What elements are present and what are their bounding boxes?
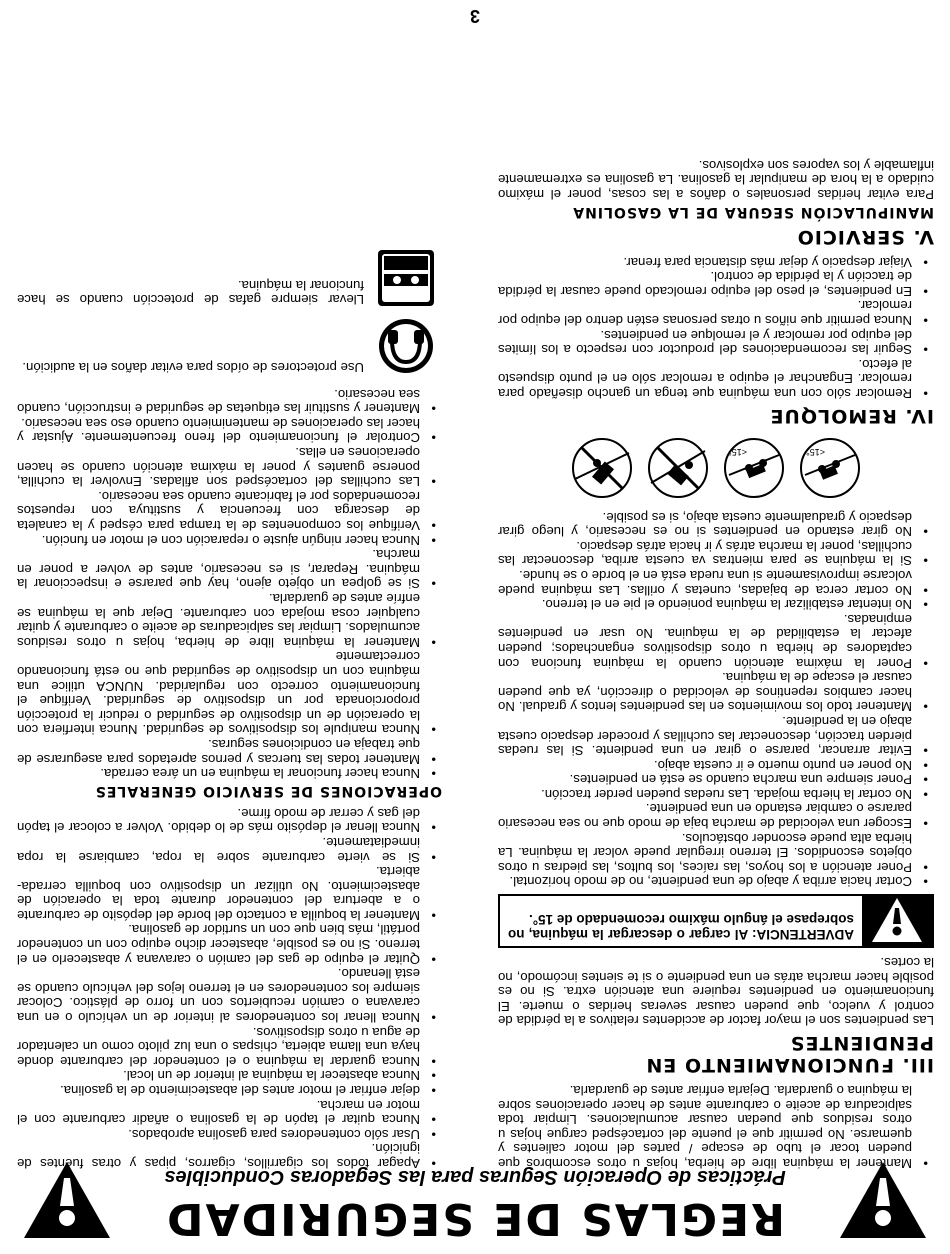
page-number: 3 [470,6,481,26]
slope-angle-label: <15° [728,447,747,458]
list-item: • dejar enfriar el motor antes del abastecimiento de la gasolina. [17,1082,442,1097]
list-item: • No girar estando en pendientes si no es necesario, y luego girar despacio y gradualmente cuesta abajo, si es posible. [498,509,934,538]
list-item: • No cortar cerca de bajadas, cunetas y orillas. Las máquina puede volcarse improvisamente si una rueda está en el borde o se hunde. [498,567,934,596]
list-item: • Nunca abastecer la máquina al interior de un local. [17,1068,442,1083]
left-column [498,157,934,1170]
fuel-intro: Para evitar heridas personales o daños a las cosas, poner el máximo cuidado a la hora de manipular la gasolina. La gasolina es extremamente inflamable y los vapores son explosivos. [498,157,934,203]
ppe-ear-protection [17,318,442,374]
ear-protection-icon [378,318,434,374]
list-item: • Verifique los componentes de la trampa para césped y la canaleta de descarga con frecuencia y sustituya con repuestos recomendados por el fabricante cuando sea necesario. [17,488,442,532]
slope-angle-label: <15° [806,447,825,458]
list-item: • Remolcar sólo con una máquina que tenga un gancho diseñado para remolcar. Enganchar el equipo a remolcar sólo en el punto dispuesto al efecto. [498,356,934,400]
safety-glasses-icon [378,250,434,306]
list-item: • Poner la máxima atención cuando la máquina funciona con captadores de hierba u otros dispositivos enganchados; pueden afectar la estabilidad de la máquina. No usar en pendientes empinadas. [498,611,934,669]
list-item: • En pendientes, el peso del equipo remolcado puede causar la pérdida de tracción y la pérdida de control. [498,269,934,298]
rollover-prohibited-icon [645,437,711,499]
list-item: • Nunca hacer ningún ajuste o reparación con el motor en función. [17,532,442,547]
list-item: • Quitar el equipo de gas del camión o caravana y abastecerlo en el terreno. Si no es posible, abastecer dicho equipo con un contenedor portátil, más bien que con un surtidor de gasolina. [17,922,442,966]
ppe-text: Use protectores de oídos para evitar daños en la audición. [22,360,364,376]
list-item: • Mantener la máquina libre de hierba, hojas u otros residuos acumulados. Limpiar las salpicaduras de aceite o carburante y quitar cualquier cosa mojada con carburante. Dejar que la máquina se enfríe antes de guardarla. [17,590,442,648]
list-item: • Nunca permitir que niños u otras personas estén dentro del equipo por remolcar. [498,298,934,327]
warning-box [498,894,934,948]
list-item: • Si se golpea un objeto ajeno, hay que pararse e inspeccionar la máquina. Reparar, si es necesario, antes de volver a poner en marcha. [17,547,442,591]
rollover-prohibited-icon [569,437,635,499]
list-item: • Si se vierte carburante sobre la ropa, cambiarse la ropa inmediatamente. [17,834,442,863]
subheading-general-service: OPERACIONES DE SERVICIO GENERALES [94,783,442,800]
list-item: • Nunca llenar los contenedores al interior de un vehículo o en una caravana o camión recubiertos con un forro de plástico. Colocar siempre los contenedores en el terreno lejos del vehículo cuando se está llenando. [17,966,442,1024]
list-item: • No intentar estabilizar la máquina poniendo el pie en el terreno. [498,597,934,612]
list-item: • Apagar todos los cigarrillos, cigarros, pipas y otras fuentes de ignición. [17,1141,442,1170]
right-column [17,250,442,1170]
section-heading-towing: IV. REMOLQUE [769,405,934,428]
page-subtitle: Prácticas de Operación Seguras para las Segadoras Conducibles [164,1166,786,1188]
list-item: • No cortar la hierba mojada. Las ruedas pueden perder tracción. [498,786,934,801]
subheading-fuel-handling: MANIPULACIÓN SEGURA DE LA GASOLINA [572,204,934,221]
slope-ok-pictogram-icon [797,437,863,499]
ppe-safety-glasses [17,250,442,306]
list-item: • Mantener la máquina libre de hierba, hojas u otros escombros que pueden tocar el tubo de escape / partes del motor calientes y quemarse. No permitir que el puente del cortacésped cargue hojas u otros residuos que puedan causar acumulaciones. Limpiar toda salpicadura de aceite o carburante antes de hacer operaciones sobre la máquina o guardarla. Dejarla enfriar antes de guardarla. [498,1082,934,1170]
slopes-intro: Las pendientes son el mayor factor de accidentes relativos a la pérdida de control y vuelco, que pueden causar severas heridas o muerte. El funcionamiento en pendientes requiere una atención extra. Si no es posible hacer marcha atrás en una pendiente o si te sientes incómodo, no la cortes. [498,955,934,1029]
list-item: • Mantener y sustituir las etiquetas de seguridad e instrucción, cuando sea necesario. [17,386,442,415]
page-title: REGLAS DE SEGURIDAD [165,1193,785,1244]
list-item: • No poner en punto muerto e ir cuesta abajo. [498,757,934,772]
list-item: • Mantener la boquilla a contacto del borde del depósito de carburante o a abertura del contenedor durante toda la operación de abastecimiento. No utilizar un dispositivo con boquilla cerrada-abierta. [17,864,442,922]
slope-pictograms [498,437,934,499]
list-item: • Viajar despacio y dejar más distancia para frenar. [498,254,934,269]
section-heading-service: V. SERVICIO [796,226,934,249]
list-item: • Usar sólo contenedores para gasolina aprobados. [17,1126,442,1141]
list-item: • Nunca manipule los dispositivos de seguridad. Nunca interfiera con la operación de un dispositivo de seguridad o reducir la protección proporcionada por un dispositivo de seguridad. Verifique el funcionamiento correcto con regularidad. NUNCA utilice una máquina con un dispositivo de seguridad que no está funcionando correctamente [17,649,442,737]
list-item: • Evitar arrancar, pararse o girar en una pendiente. Si las ruedas pierden tracción, desconectar las cuchillas y proceder despacio cuesta abajo en la pendiente. [498,713,934,757]
warning-icon [862,896,932,946]
list-item: • Nunca guardar la máquina o el contenedor del carburante donde haya una llama abierta, chispas o una luz piloto como un calentador de agua u otros dispositivos. [17,1024,442,1068]
list-item: • Si la máquina se para mientras va cuesta arriba, desconectar las cuchillas, poner la marcha atrás y ir hacia atrás despacio. [498,538,934,567]
list-item: • Las cuchillas del cortacésped son afiladas. Envolver la cuchilla, ponerse guantes y poner la máxima atención cuando se hacen operaciones en ellas. [17,445,442,489]
list-item: • Escoger una velocidad de marcha baja de modo que no sea necesario pararse o cambiar estando en una pendiente. [498,801,934,830]
section-heading-slopes: III. FUNCIONAMIENTO EN PENDIENTES [645,1032,934,1077]
list-item: • Mantener todas las tuercas y pernos apretados para asegurarse de que trabaja en condiciones seguras. [17,736,442,765]
list-item: • Nunca hacer funcionar la máquina en un área cerrada. [17,766,442,781]
list-item: • Nunca quitar el tapón de la gasolina o añadir carburante con el motor en marcha. [17,1097,442,1126]
slope-ok-pictogram-icon [721,437,787,499]
list-item: • Controlar el funcionamiento del freno frecuentemente. Ajustar y hacer las operaciones de mantenimiento cuando eso sea necesario. [17,415,442,444]
warning-text: ADVERTENCIA: Al cargar o descargar la máquina, no sobrepase el ángulo máximo recomendado de 15°. [508,912,854,943]
list-item: • Poner atención a los hoyos, las raíces, los bultos, las piedras u otros objetos escondidos. El terreno irregular puede volcar la máquina. La hierba alta puede esconder obstáculos. [498,830,934,874]
ppe-text: Llevar siempre gafas de protección cuando se hace funcionar la máquina. [17,277,364,308]
list-item: • Mantener todo los movimientos en las pendientes lentos y gradual. No hacer cambios repentinos de velocidad o dirección, ya que pueden causar el escape de la máquina. [498,670,934,714]
list-item: • Poner siempre una marcha cuando se está en pendientes. [498,772,934,787]
list-item: • Cortar hacia arriba y abajo de una pendiente, no de modo horizontal. [498,874,934,889]
list-item: • Nunca llenar el depósito más de lo debido. Volver a colocar el tapón del gas y cerrar de modo firme. [17,805,442,834]
list-item: • Seguir las recomendaciones del productor con respecto a los límites del equipo por remolcar y el remolque en pendientes. [498,327,934,356]
